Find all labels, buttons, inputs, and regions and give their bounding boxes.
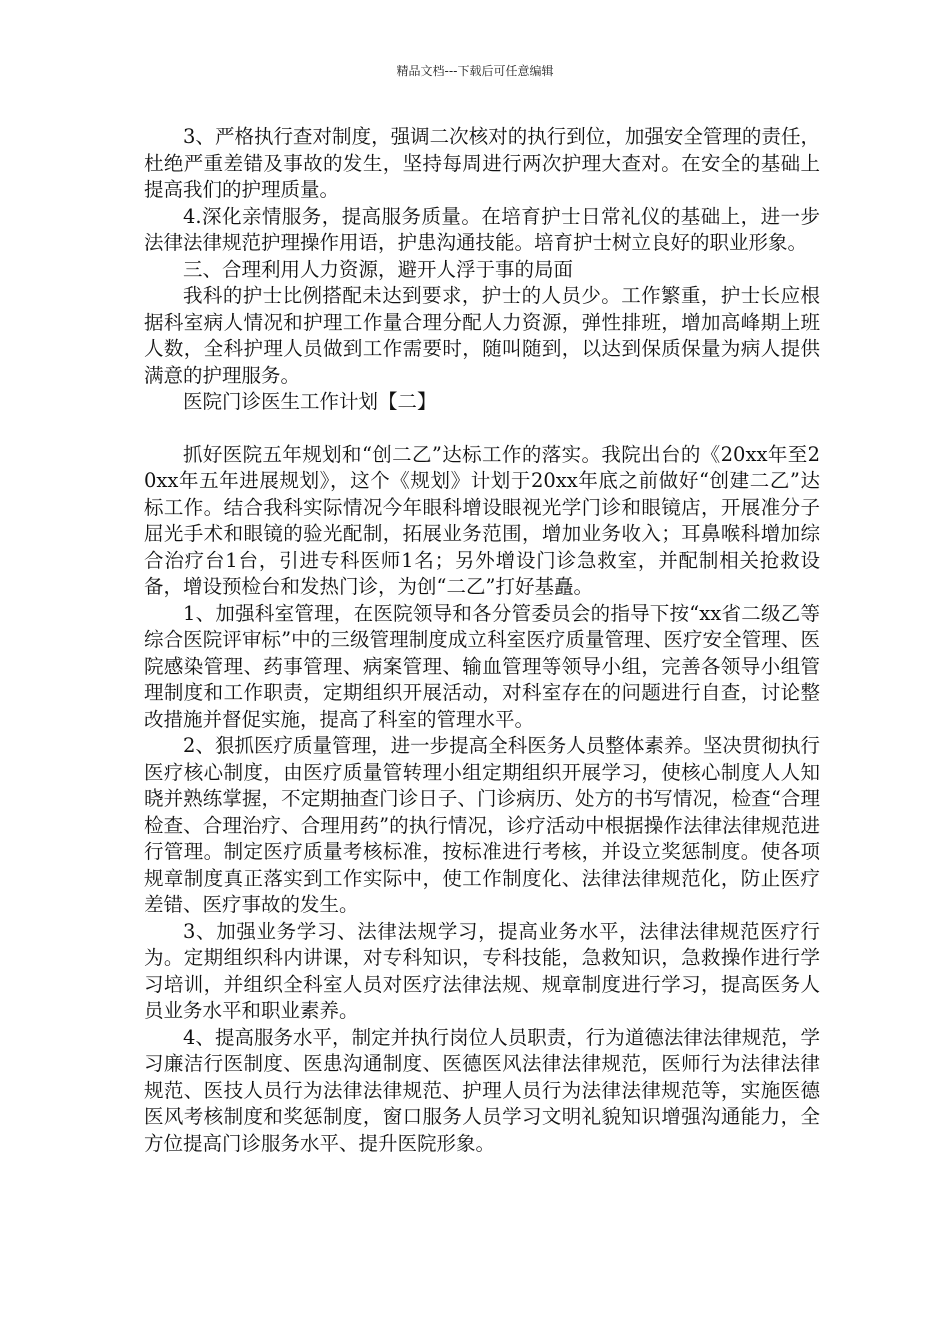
paragraph-staffing: 我科的护士比例搭配未达到要求，护士的人员少。工作繁重，护士长应根据科室病人情况和护理工作量合理分配人力资源，弹性排班，增加高峰期上班人数，全科护理人员做到工作需要时，随叫随到，以达到保质保量为病人提供满意的护理服务。 [144, 284, 820, 387]
paragraph-five-year-plan: 抓好医院五年规划和“创二乙”达标工作的落实。我院出台的《20xx年至20xx年五年进展规划》，这个《规划》计划于20xx年底之前做好“创建二乙”达标工作。结合我科实际情况今年眼科增设眼视光学门诊和眼镜店，开展准分子屈光手术和眼镜的验光配制，拓展业务范围，增加业务收入；耳鼻喉科增加综合治疗台1台，引进专科医师1名；另外增设门诊急救室，并配制相关抢救设备，增设预检台和发热门诊，为创“二乙”打好基矗。 [144, 442, 820, 598]
section-heading-human-resources: 三、合理利用人力资源，避开人浮于事的局面 [183, 257, 574, 281]
page-header: 精品文档---下载后可任意编辑 [396, 64, 554, 78]
paragraph-safety-check: 3、严格执行查对制度，强调二次核对的执行到位，加强安全管理的责任，杜绝严重差错及事故的发生，坚持每周进行两次护理大查对。在安全的基础上提高我们的护理质量。 [144, 125, 820, 201]
paragraph-department-management: 1、加强科室管理，在医院领导和各分管委员会的指导下按“xx省二级乙等综合医院评审标”中的三级管理制度成立科室医疗质量管理、医疗安全管理、医院感染管理、药事管理、病案管理、输血管理等领导小组，完善各领导小组管理制度和工作职责，定期组织开展活动，对科室存在的问题进行自查，讨论整改措施并督促实施，提高了科室的管理水平。 [144, 601, 820, 731]
paragraph-service-quality: 4.深化亲情服务，提高服务质量。在培育护士日常礼仪的基础上，进一步法律法律规范护理操作用语，护患沟通技能。培育护士树立良好的职业形象。 [144, 204, 820, 254]
paragraph-learning: 3、加强业务学习、法律法规学习，提高业务水平，法律法律规范医疗行为。定期组织科内讲课，对专科知识，专科技能，急救知识，急救操作进行学习培训，并组织全科室人员对医疗法律法规、规章制度进行学习，提高医务人员业务水平和职业素养。 [144, 919, 820, 1022]
paragraph-quality-management: 2、狠抓医疗质量管理，进一步提高全科医务人员整体素养。坚决贯彻执行医疗核心制度，由医疗质量管转理小组定期组织开展学习，使核心制度人人知晓并熟练掌握，不定期抽查门诊日子、门诊病历、处方的书写情况，检查“合理检查、合理治疗、合理用药”的执行情况，诊疗活动中根据操作法律法律规范进行管理。制定医疗质量考核标准，按标准进行考核，并设立奖惩制度。使各项规章制度真正落实到工作实际中，使工作制度化、法律法律规范化，防止医疗差错、医疗事故的发生。 [144, 734, 820, 916]
document-body [144, 124, 820, 1157]
section-heading-plan-two: 医院门诊医生工作计划【二】 [183, 390, 437, 413]
blank-line [144, 416, 820, 442]
paragraph-service-level: 4、提高服务水平，制定并执行岗位人员职责，行为道德法律法律规范，学习廉洁行医制度、医患沟通制度、医德医风法律法律规范，医师行为法律法律规范、医技人员行为法律法律规范、护理人员行为法律法律规范等，实施医德医风考核制度和奖惩制度，窗口服务人员学习文明礼貌知识增强沟通能力，全方位提高门诊服务水平、提升医院形象。 [144, 1025, 820, 1155]
